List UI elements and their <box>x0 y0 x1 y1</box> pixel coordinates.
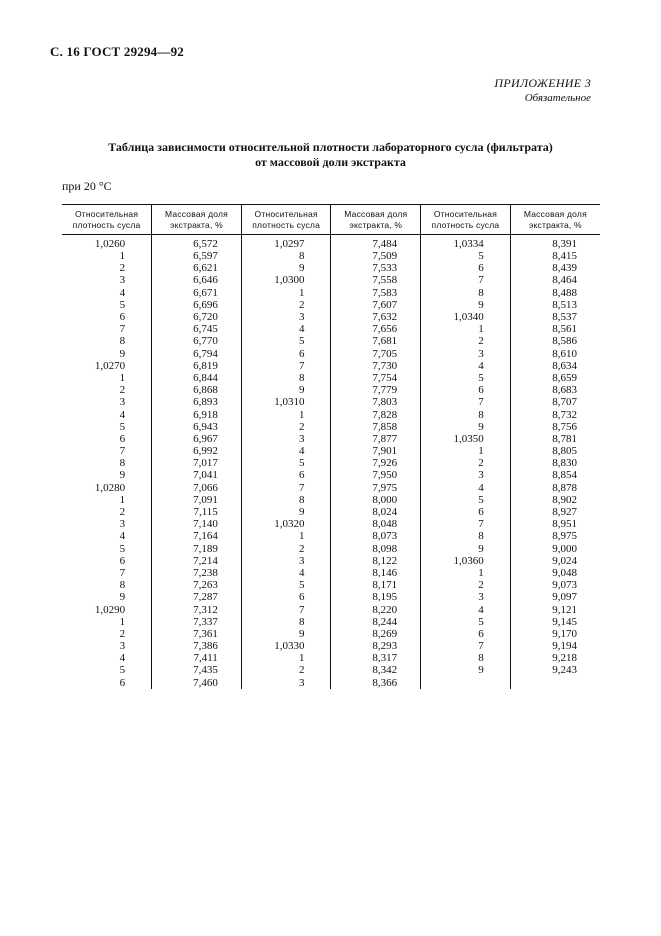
density-cell: 4 <box>241 567 331 579</box>
extract-cell: 7,901 <box>331 445 421 457</box>
extract-cell: 8,561 <box>510 323 600 335</box>
extract-cell: 6,621 <box>152 262 242 274</box>
extract-cell: 7,607 <box>331 299 421 311</box>
density-cell: 8 <box>421 287 511 299</box>
extract-cell: 8,098 <box>331 543 421 555</box>
table-row <box>62 530 600 542</box>
extract-cell: 8,146 <box>331 567 421 579</box>
extract-cell: 8,781 <box>510 433 600 445</box>
table-row <box>62 262 600 274</box>
extract-cell: 8,293 <box>331 640 421 652</box>
table-row <box>62 628 600 640</box>
density-cell: 2 <box>119 627 126 640</box>
extract-cell: 7,558 <box>331 274 421 286</box>
density-cell: 3 <box>241 555 331 567</box>
extract-cell: 6,819 <box>152 360 242 372</box>
extract-cell: 8,048 <box>331 518 421 530</box>
table-header-row <box>62 205 600 235</box>
density-cell: 1,0334 <box>421 235 511 251</box>
extract-cell: 8,195 <box>331 591 421 603</box>
extract-cell: 6,597 <box>152 250 242 262</box>
column-header-extract: Массовая доля экстракта, % <box>510 205 600 235</box>
extract-cell: 7,828 <box>331 408 421 420</box>
density-cell: 7 <box>421 518 511 530</box>
table-row <box>62 408 600 420</box>
density-cell: 1,0360 <box>421 555 511 567</box>
density-cell: 1,0340 <box>421 311 511 323</box>
density-cell: 3 <box>421 348 511 360</box>
density-cell: 1 <box>241 408 331 420</box>
extract-cell: 7,754 <box>331 372 421 384</box>
density-cell: 1 <box>421 323 511 335</box>
extract-cell: 7,361 <box>152 628 242 640</box>
density-cell: 7 <box>241 360 331 372</box>
extract-cell: 7,926 <box>331 457 421 469</box>
extract-cell: 8,073 <box>331 530 421 542</box>
density-cell: 2 <box>421 579 511 591</box>
table-row <box>62 348 600 360</box>
density-extract-table <box>62 204 600 689</box>
extract-cell: 7,263 <box>152 579 242 591</box>
density-cell: 9 <box>421 299 511 311</box>
density-cell: 1,0320 <box>241 518 331 530</box>
density-cell: 2 <box>241 543 331 555</box>
extract-cell: 7,509 <box>331 250 421 262</box>
density-cell: 7 <box>421 396 511 408</box>
extract-cell: 7,484 <box>331 235 421 251</box>
extract-cell: 9,170 <box>510 628 600 640</box>
table-row <box>62 652 600 664</box>
table-row <box>62 384 600 396</box>
extract-cell: 7,632 <box>331 311 421 323</box>
density-cell: 9 <box>241 628 331 640</box>
density-cell: 1 <box>119 493 126 506</box>
density-cell: 7 <box>421 640 511 652</box>
density-cell: 5 <box>241 335 331 347</box>
density-cell: 2 <box>241 421 331 433</box>
density-cell: 8 <box>119 335 126 348</box>
extract-cell: 9,097 <box>510 591 600 603</box>
table-row <box>62 250 600 262</box>
extract-cell: 8,756 <box>510 421 600 433</box>
column-header-density: Относительная плотность сусла <box>421 205 511 235</box>
extract-cell: 6,844 <box>152 372 242 384</box>
table-row <box>62 445 600 457</box>
extract-cell: 8,342 <box>331 664 421 676</box>
table-row <box>62 421 600 433</box>
table-row <box>62 616 600 628</box>
density-cell: 9 <box>119 347 126 360</box>
density-cell: 3 <box>119 274 126 287</box>
table-row <box>62 360 600 372</box>
extract-cell: 7,238 <box>152 567 242 579</box>
extract-cell: 7,115 <box>152 506 242 518</box>
extract-cell: 8,634 <box>510 360 600 372</box>
extract-cell: 8,659 <box>510 372 600 384</box>
density-cell: 1 <box>119 371 126 384</box>
density-cell: 3 <box>241 433 331 445</box>
extract-cell: 8,171 <box>331 579 421 591</box>
extract-cell: 9,121 <box>510 603 600 615</box>
density-cell: 1 <box>241 287 331 299</box>
extract-cell: 7,460 <box>152 677 242 689</box>
extract-cell: 8,537 <box>510 311 600 323</box>
density-cell: 4 <box>119 652 126 665</box>
table-row <box>62 469 600 481</box>
density-cell: 6 <box>119 676 126 689</box>
density-cell: 6 <box>421 628 511 640</box>
density-cell: 9 <box>421 664 511 676</box>
extract-cell: 8,244 <box>331 616 421 628</box>
density-cell: 5 <box>119 542 126 555</box>
extract-cell: 9,073 <box>510 579 600 591</box>
extract-cell: 7,312 <box>152 603 242 615</box>
table-row <box>62 603 600 615</box>
extract-cell: 8,464 <box>510 274 600 286</box>
density-cell: 1,0280 <box>94 481 126 494</box>
density-cell: 6 <box>241 469 331 481</box>
density-cell: 7 <box>119 445 126 458</box>
density-cell: 7 <box>421 274 511 286</box>
density-cell: 6 <box>119 554 126 567</box>
density-cell: 5 <box>119 664 126 677</box>
extract-cell: 8,391 <box>510 235 600 251</box>
density-cell: 3 <box>241 677 331 689</box>
table-row <box>62 555 600 567</box>
extract-cell: 8,122 <box>331 555 421 567</box>
density-cell: 2 <box>421 335 511 347</box>
density-cell: 8 <box>241 372 331 384</box>
extract-cell: 7,189 <box>152 543 242 555</box>
density-cell: 7 <box>241 482 331 494</box>
density-cell: 2 <box>119 262 126 275</box>
density-cell: 8 <box>241 494 331 506</box>
extract-cell: 7,066 <box>152 482 242 494</box>
density-cell: 1 <box>421 567 511 579</box>
extract-cell: 9,145 <box>510 616 600 628</box>
column-header-density: Относительная плотность сусла <box>241 205 331 235</box>
density-cell: 6 <box>421 384 511 396</box>
extract-cell: 9,048 <box>510 567 600 579</box>
density-cell: 3 <box>241 311 331 323</box>
density-cell: 4 <box>421 482 511 494</box>
extract-cell: 6,770 <box>152 335 242 347</box>
extract-cell: 7,411 <box>152 652 242 664</box>
extract-cell: 6,992 <box>152 445 242 457</box>
table-body <box>62 235 600 689</box>
density-cell: 6 <box>241 348 331 360</box>
density-cell: 5 <box>421 616 511 628</box>
extract-cell: 7,337 <box>152 616 242 628</box>
extract-cell: 7,583 <box>331 287 421 299</box>
extract-cell: 7,656 <box>331 323 421 335</box>
density-cell: 9 <box>119 469 126 482</box>
extract-cell: 8,269 <box>331 628 421 640</box>
extract-cell: 6,646 <box>152 274 242 286</box>
extract-cell: 6,918 <box>152 408 242 420</box>
density-cell: 9 <box>119 591 126 604</box>
extract-cell: 7,214 <box>152 555 242 567</box>
density-cell: 2 <box>421 457 511 469</box>
density-cell: 3 <box>421 591 511 603</box>
table-row <box>62 396 600 408</box>
extract-cell: 9,243 <box>510 664 600 676</box>
density-cell: 1,0300 <box>241 274 331 286</box>
density-cell: 6 <box>421 506 511 518</box>
density-cell: 1 <box>241 652 331 664</box>
table-row <box>62 677 600 689</box>
density-cell: 2 <box>119 506 126 519</box>
density-cell: 1,0297 <box>241 235 331 251</box>
column-header-extract: Массовая доля экстракта, % <box>152 205 242 235</box>
table-row <box>62 274 600 286</box>
table-row <box>62 567 600 579</box>
density-cell: 1 <box>421 445 511 457</box>
density-cell: 6 <box>421 262 511 274</box>
extract-cell: 8,000 <box>331 494 421 506</box>
table-row <box>62 323 600 335</box>
table-row <box>62 482 600 494</box>
extract-cell: 8,830 <box>510 457 600 469</box>
density-cell: 9 <box>241 384 331 396</box>
density-cell: 1 <box>241 530 331 542</box>
extract-cell: 6,696 <box>152 299 242 311</box>
table-row <box>62 287 600 299</box>
appendix-status: Обязательное <box>524 92 591 104</box>
density-cell: 9 <box>241 506 331 518</box>
density-cell: 2 <box>241 664 331 676</box>
extract-cell: 9,024 <box>510 555 600 567</box>
extract-cell: 7,877 <box>331 433 421 445</box>
extract-cell: 8,805 <box>510 445 600 457</box>
temperature-condition: при 20 °С <box>62 179 112 193</box>
density-cell: 8 <box>119 579 126 592</box>
table-row <box>62 457 600 469</box>
extract-cell: 8,975 <box>510 530 600 542</box>
density-cell: 1,0350 <box>421 433 511 445</box>
extract-cell: 8,732 <box>510 408 600 420</box>
density-cell: 9 <box>421 421 511 433</box>
table-row <box>62 543 600 555</box>
extract-cell: 8,586 <box>510 335 600 347</box>
extract-cell: 8,415 <box>510 250 600 262</box>
density-cell: 9 <box>241 262 331 274</box>
appendix-block <box>494 76 591 104</box>
extract-cell: 7,164 <box>152 530 242 542</box>
table-row <box>62 299 600 311</box>
density-cell: 9 <box>421 543 511 555</box>
density-cell: 8 <box>241 250 331 262</box>
extract-cell: 7,017 <box>152 457 242 469</box>
extract-cell: 6,794 <box>152 348 242 360</box>
table-row <box>62 433 600 445</box>
extract-cell: 7,858 <box>331 421 421 433</box>
table-title <box>0 140 661 170</box>
extract-cell: 6,720 <box>152 311 242 323</box>
extract-cell: 6,745 <box>152 323 242 335</box>
density-cell: 4 <box>421 603 511 615</box>
column-header-density: Относительная плотность сусла <box>72 208 141 230</box>
extract-cell: 8,878 <box>510 482 600 494</box>
density-cell: 5 <box>241 457 331 469</box>
density-cell: 1,0330 <box>241 640 331 652</box>
density-cell: 5 <box>421 250 511 262</box>
density-cell: 4 <box>119 408 126 421</box>
density-cell: 2 <box>241 299 331 311</box>
density-cell: 3 <box>421 469 511 481</box>
extract-cell: 8,707 <box>510 396 600 408</box>
table-row <box>62 494 600 506</box>
table-row <box>62 518 600 530</box>
density-cell: 3 <box>119 640 126 653</box>
extract-cell: 7,681 <box>331 335 421 347</box>
density-cell: 7 <box>119 323 126 336</box>
table-row <box>62 640 600 652</box>
extract-cell: 6,671 <box>152 287 242 299</box>
extract-cell: 8,488 <box>510 287 600 299</box>
extract-cell: 7,950 <box>331 469 421 481</box>
extract-cell: 6,572 <box>152 235 242 251</box>
density-cell: 8 <box>119 457 126 470</box>
extract-cell: 7,041 <box>152 469 242 481</box>
extract-cell: 6,967 <box>152 433 242 445</box>
table-row <box>62 335 600 347</box>
extract-cell: 7,533 <box>331 262 421 274</box>
density-cell: 6 <box>119 311 126 324</box>
density-cell <box>421 677 511 689</box>
extract-cell: 7,803 <box>331 396 421 408</box>
table-title-line-1: Таблица зависимости относительной плотности лабораторного сусла (фильтрата) <box>108 140 553 154</box>
density-cell: 6 <box>241 591 331 603</box>
table-row <box>62 591 600 603</box>
extract-cell: 9,194 <box>510 640 600 652</box>
extract-cell <box>510 677 600 689</box>
density-cell: 1 <box>119 615 126 628</box>
extract-cell: 7,287 <box>152 591 242 603</box>
extract-cell: 8,927 <box>510 506 600 518</box>
density-cell: 4 <box>119 286 126 299</box>
table-row <box>62 372 600 384</box>
density-cell: 8 <box>241 616 331 628</box>
density-cell: 2 <box>119 384 126 397</box>
extract-cell: 8,317 <box>331 652 421 664</box>
extract-cell: 8,951 <box>510 518 600 530</box>
density-cell: 5 <box>421 372 511 384</box>
extract-cell: 8,439 <box>510 262 600 274</box>
extract-cell: 8,683 <box>510 384 600 396</box>
column-header-extract: Массовая доля экстракта, % <box>331 205 421 235</box>
extract-cell: 9,000 <box>510 543 600 555</box>
extract-cell: 7,435 <box>152 664 242 676</box>
table-row <box>62 664 600 676</box>
density-cell: 6 <box>119 432 126 445</box>
extract-cell: 6,943 <box>152 421 242 433</box>
extract-cell: 8,854 <box>510 469 600 481</box>
density-cell: 1,0310 <box>241 396 331 408</box>
density-cell: 4 <box>241 323 331 335</box>
extract-cell: 7,975 <box>331 482 421 494</box>
table-row <box>62 506 600 518</box>
page-header: С. 16 ГОСТ 29294—92 <box>50 44 184 59</box>
density-cell: 7 <box>241 603 331 615</box>
density-cell: 4 <box>421 360 511 372</box>
extract-cell: 7,779 <box>331 384 421 396</box>
extract-cell: 7,091 <box>152 494 242 506</box>
extract-cell: 7,730 <box>331 360 421 372</box>
extract-cell: 8,366 <box>331 677 421 689</box>
density-cell: 4 <box>119 530 126 543</box>
extract-cell: 8,513 <box>510 299 600 311</box>
density-cell: 5 <box>119 298 126 311</box>
density-cell: 8 <box>421 408 511 420</box>
extract-cell: 7,705 <box>331 348 421 360</box>
density-cell: 8 <box>421 530 511 542</box>
density-cell: 3 <box>119 518 126 531</box>
density-cell: 8 <box>421 652 511 664</box>
table-row <box>62 579 600 591</box>
density-cell: 7 <box>119 566 126 579</box>
extract-cell: 7,386 <box>152 640 242 652</box>
density-cell: 1,0260 <box>94 238 126 250</box>
extract-cell: 6,868 <box>152 384 242 396</box>
density-cell: 5 <box>241 579 331 591</box>
density-cell: 4 <box>241 445 331 457</box>
table-title-line-2: от массовой доли экстракта <box>255 155 406 169</box>
extract-cell: 9,218 <box>510 652 600 664</box>
density-cell: 3 <box>119 396 126 409</box>
appendix-title: ПРИЛОЖЕНИЕ 3 <box>494 76 591 90</box>
extract-cell: 7,140 <box>152 518 242 530</box>
density-cell: 1,0290 <box>94 603 126 616</box>
extract-cell: 6,893 <box>152 396 242 408</box>
density-cell: 1 <box>119 250 126 263</box>
density-cell: 5 <box>119 420 126 433</box>
density-cell: 1,0270 <box>94 359 126 372</box>
extract-cell: 8,220 <box>331 603 421 615</box>
density-cell: 5 <box>421 494 511 506</box>
table-row <box>62 235 600 251</box>
extract-cell: 8,024 <box>331 506 421 518</box>
extract-cell: 8,610 <box>510 348 600 360</box>
extract-cell: 8,902 <box>510 494 600 506</box>
table-row <box>62 311 600 323</box>
